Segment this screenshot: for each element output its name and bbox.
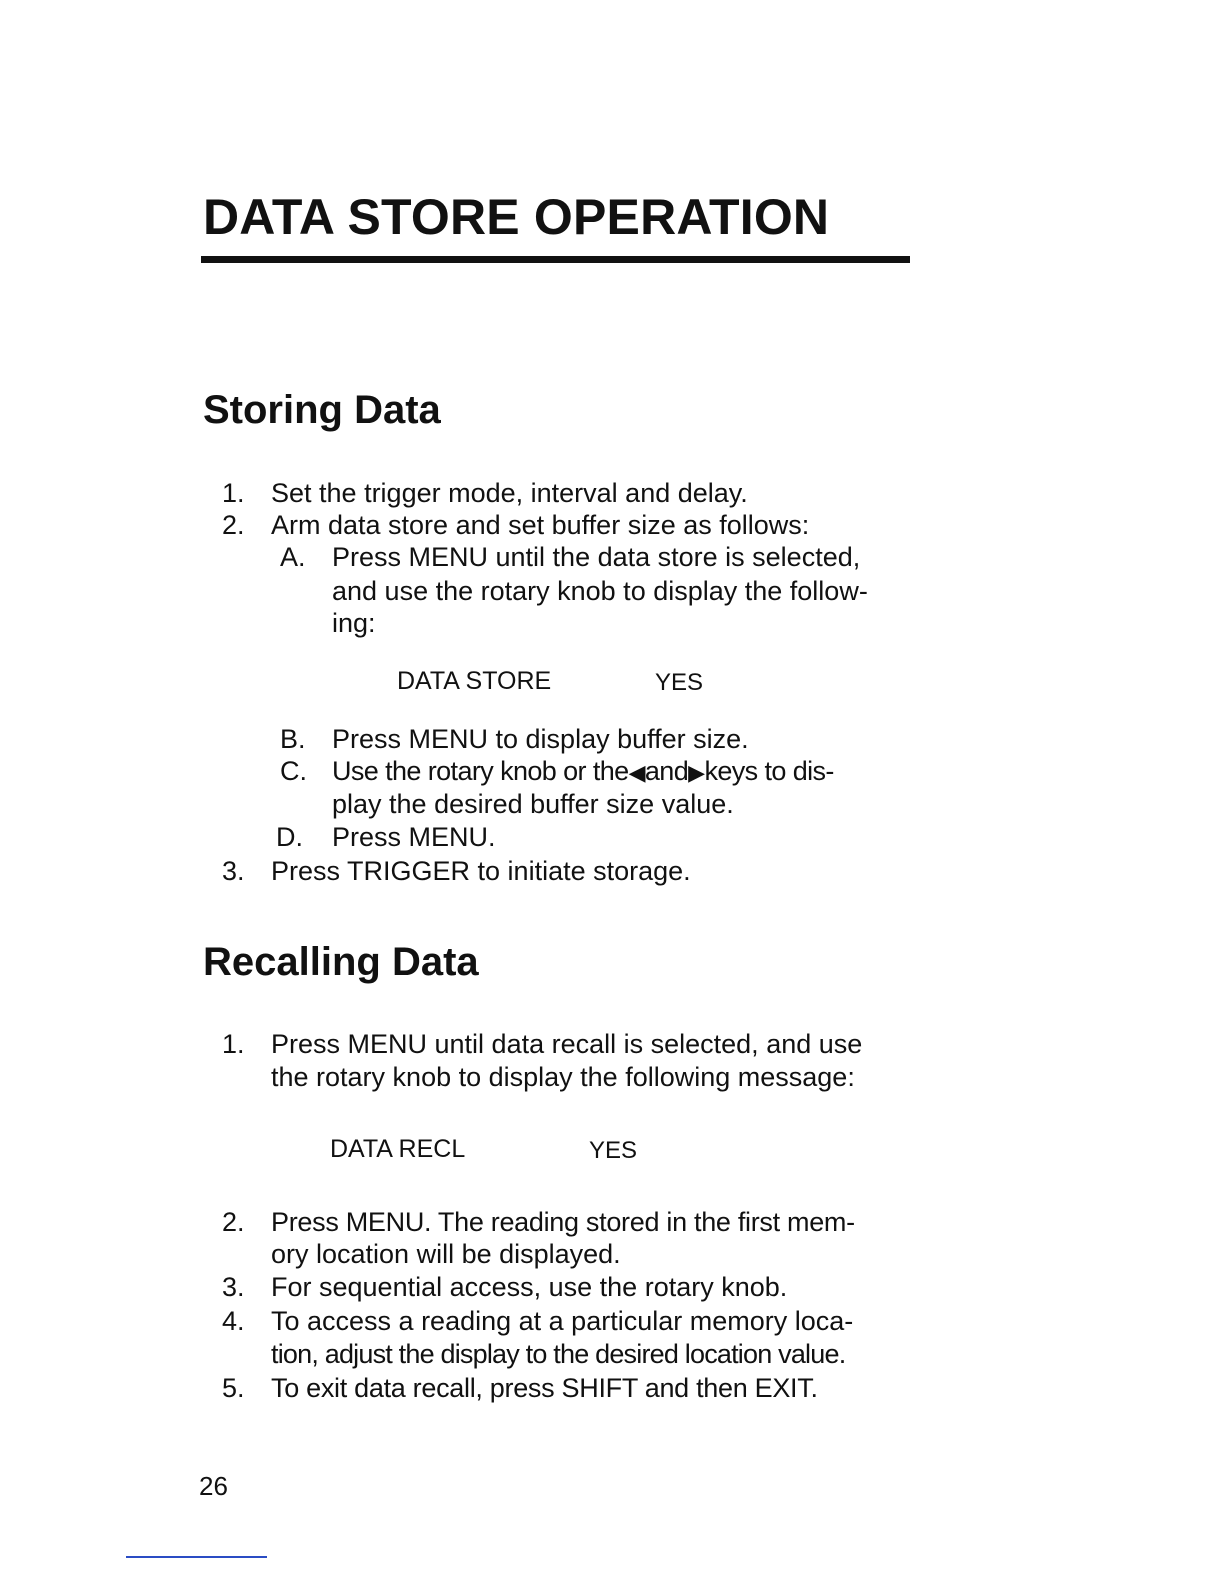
substep-letter: A. (280, 542, 306, 572)
storing-step-c-line1 (332, 755, 834, 789)
step-number: 4. (222, 1306, 245, 1336)
substep-letter: B. (280, 724, 306, 754)
recalling-step-4-line1: To access a reading at a particular memory loca- (271, 1306, 854, 1336)
display-value-yes: YES (655, 669, 704, 696)
storing-step-3: Press TRIGGER to initiate storage. (271, 856, 691, 886)
step-number: 3. (222, 856, 245, 886)
display-value-yes: YES (589, 1137, 638, 1164)
recalling-step-4-line2: tion, adjust the display to the desired location value. (271, 1339, 846, 1369)
left-triangle-icon: ◀ (628, 760, 645, 785)
step-c-text-2: and (644, 756, 689, 786)
step-number: 1. (222, 1029, 245, 1059)
recalling-step-2-line2: ory location will be displayed. (271, 1239, 621, 1269)
storing-step-1: Set the trigger mode, interval and delay. (271, 478, 748, 508)
step-number: 2. (222, 1207, 245, 1237)
storing-step-2: Arm data store and set buffer size as follows: (271, 510, 810, 540)
footer-rule (126, 1556, 267, 1558)
step-number: 5. (222, 1373, 245, 1403)
storing-step-b: Press MENU to display buffer size. (332, 724, 749, 754)
storing-step-c-line2: play the desired buffer size value. (332, 789, 734, 819)
recalling-step-2-line1: Press MENU. The reading stored in the first mem- (271, 1207, 855, 1237)
display-label-data-store: DATA STORE (397, 667, 552, 695)
step-number: 2. (222, 510, 245, 540)
step-c-text-3: keys to dis- (704, 756, 834, 786)
recalling-data-heading: Recalling Data (203, 940, 479, 984)
storing-data-heading: Storing Data (203, 388, 441, 432)
recalling-step-1-line1: Press MENU until data recall is selected, and use (271, 1029, 863, 1059)
storing-step-a-line3: ing: (332, 608, 376, 638)
recalling-step-3: For sequential access, use the rotary knob. (271, 1272, 788, 1302)
substep-letter: D. (276, 822, 303, 852)
display-label-data-recl: DATA RECL (330, 1135, 466, 1163)
right-triangle-icon: ▶ (688, 760, 705, 785)
storing-step-a-line2: and use the rotary knob to display the follow- (332, 576, 868, 606)
recalling-step-1-line2: the rotary knob to display the following message: (271, 1062, 855, 1092)
page-number: 26 (199, 1471, 228, 1501)
step-number: 3. (222, 1272, 245, 1302)
substep-letter: C. (280, 756, 307, 786)
storing-step-d: Press MENU. (332, 822, 496, 852)
page-title: DATA STORE OPERATION (203, 189, 830, 245)
recalling-step-5: To exit data recall, press SHIFT and then EXIT. (271, 1373, 818, 1403)
storing-step-a-line1: Press MENU until the data store is selected, (332, 542, 861, 572)
step-number: 1. (222, 478, 245, 508)
title-rule (201, 256, 910, 263)
step-c-text-1: Use the rotary knob or the (332, 756, 629, 786)
